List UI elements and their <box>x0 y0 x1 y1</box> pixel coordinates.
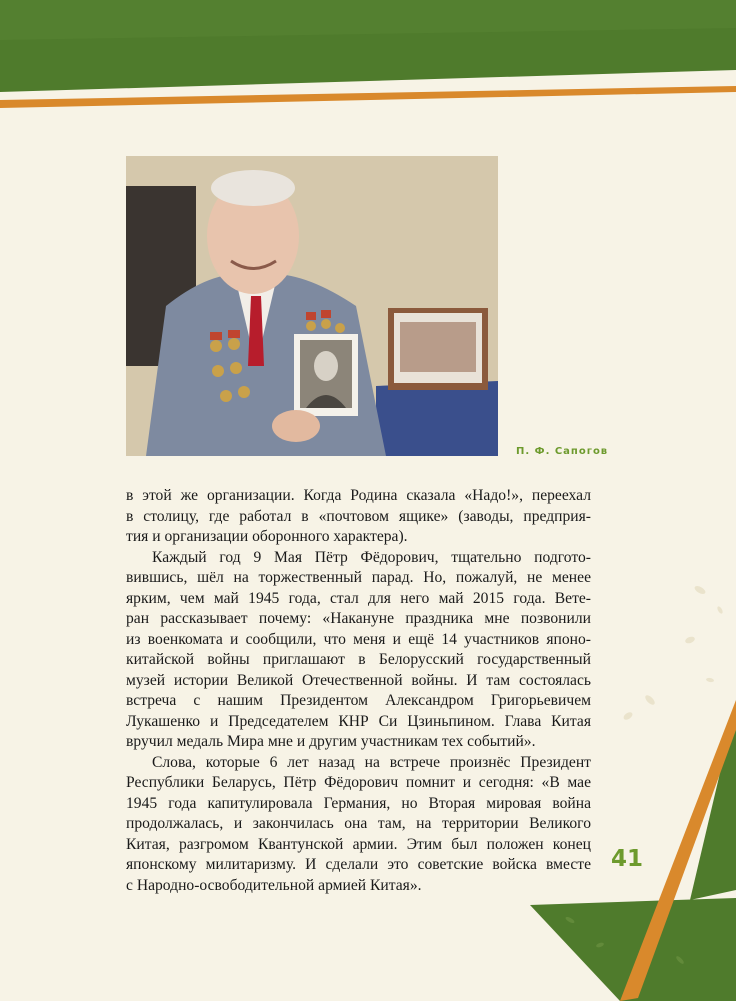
text-line: в этой же организации. Когда Родина сказала «Надо!», переехал <box>126 487 591 504</box>
text-line: Республики Беларусь, Пётр Фёдорович помнит и сегодня: «В мае <box>126 774 591 791</box>
top-orange-stripe <box>0 86 736 108</box>
text-line: тия и организации оборонного характера). <box>126 528 408 545</box>
text-line: Китая, разгромом Квантунской армии. Этим был положен конец <box>126 835 591 853</box>
text-line: с Народно-освободительной армией Китая». <box>126 876 422 894</box>
veteran-photo <box>126 156 498 456</box>
page-number: 41 <box>611 846 644 872</box>
text-line: Лукашенко и Председателем КНР Си Цзиньпином. Глава Китая <box>126 712 591 730</box>
text-line: Слова, которые 6 лет назад на встрече произнёс Президент <box>152 753 591 771</box>
article-text <box>126 486 591 896</box>
text-line: японскому милитаризму. И сделали это советские войска вместе <box>126 856 591 873</box>
text-line: из военкомата и сообщили, что меня и ещё 14 участников японо- <box>126 630 591 648</box>
photo-caption: П. Ф. Сапогов <box>516 446 609 457</box>
text-line: 1945 года капитулировала Германия, но Вторая мировая война <box>126 794 591 812</box>
text-line: вившись, шёл на торжественный парад. Но, пожалуй, не менее <box>126 569 591 586</box>
text-line: музей истории Великой Отечественной войны. И там состоялась <box>126 671 591 689</box>
text-line: Каждый год 9 Мая Пётр Фёдорович, тщательно подгото- <box>152 548 591 566</box>
text-line: продолжалась, и закончилась она там, на территории Великого <box>126 815 591 832</box>
text-line: встреча с нашим Президентом Александром Григорьевичем <box>126 692 591 709</box>
text-line: в столицу, где работал в «почтовом ящике» (заводы, предприя- <box>126 507 591 525</box>
text-line: вручил медаль Мира мне и другим участникам тех событий». <box>126 733 536 750</box>
text-line: ярким, чем май 1945 года, стал для него май 2015 года. Вете- <box>126 589 591 607</box>
text-line: ран рассказывает почему: «Накануне праздника мне позвонили <box>126 610 591 627</box>
faint-leaves-decoration <box>622 584 724 721</box>
text-line: китайской войны приглашают в Белорусский государственный <box>126 651 591 668</box>
